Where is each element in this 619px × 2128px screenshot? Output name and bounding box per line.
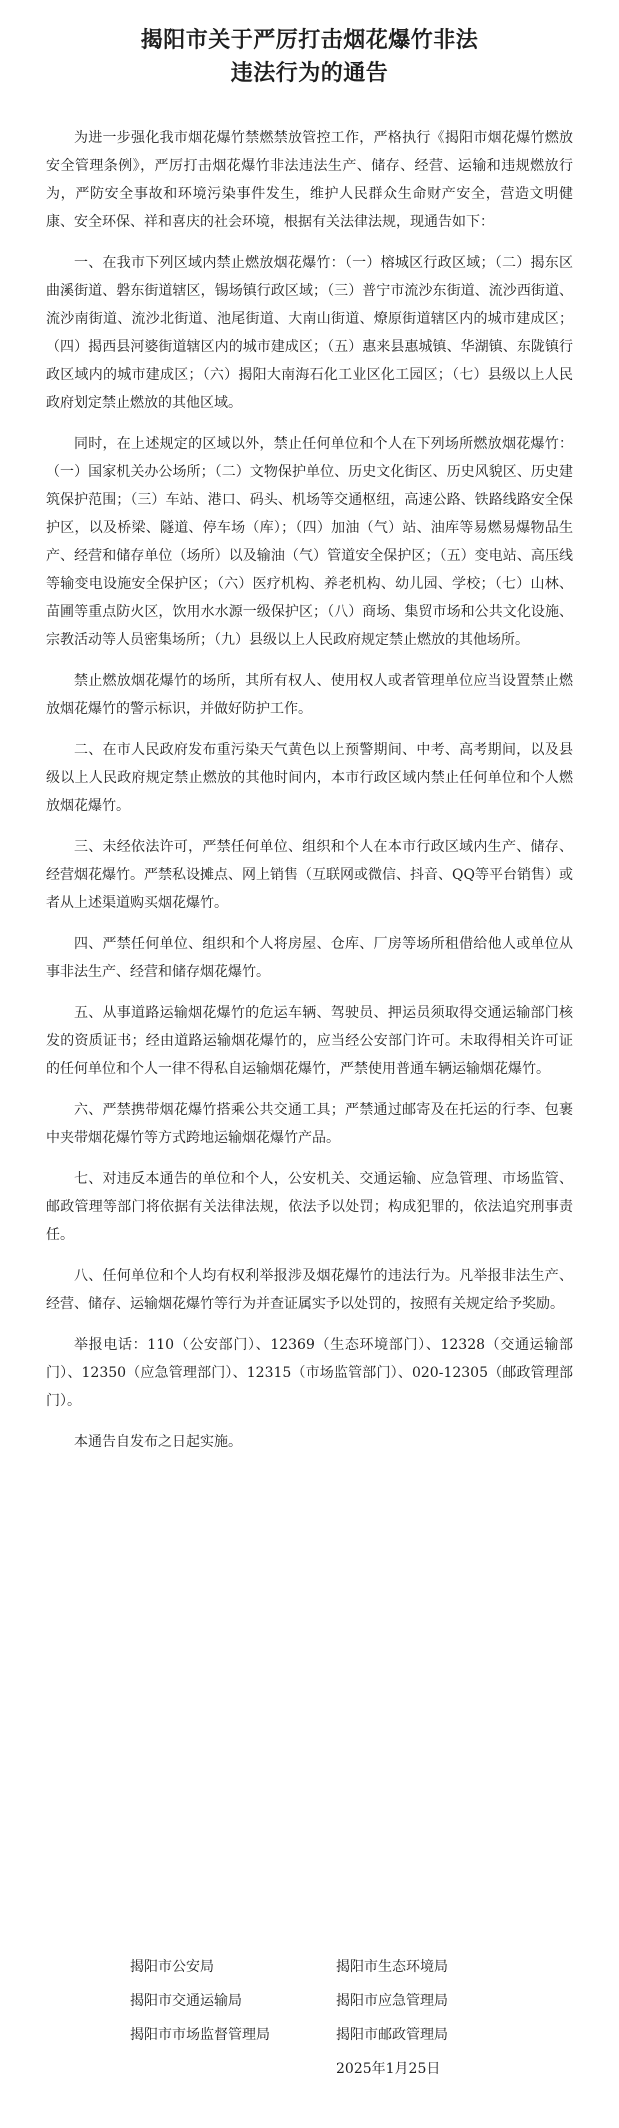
paragraph-intro: 为进一步强化我市烟花爆竹禁燃禁放管控工作，严格执行《揭阳市烟花爆竹燃放安全管理条例》，严厉打击烟花爆竹非法违法生产、储存、经营、运输和违规燃放行为，严防安全事故和环境污染事件发生，维护人民群众生命财产安全，营造文明健康、安全环保、祥和喜庆的社会环境，根据有关法律法规，现通告如下： (46, 130, 573, 230)
signatory-row (0, 1984, 619, 2018)
notice-body (46, 124, 573, 1456)
signatory-left: 揭阳市交通运输局 (130, 1993, 242, 2009)
paragraph-3: 三、未经依法许可，严禁任何单位、组织和个人在本市行政区域内生产、储存、经营烟花爆竹。严禁私设摊点、网上销售（互联网或微信、抖音、QQ等平台销售）或者从上述渠道购买烟花爆竹。 (46, 839, 573, 911)
paragraph-1: 一、在我市下列区域内禁止燃放烟花爆竹：（一）榕城区行政区域；（二）揭东区曲溪街道、磐东街道辖区，锡场镇行政区域；（三）普宁市流沙东街道、流沙西街道、流沙南街道、流沙北街道、池尾街道、大南山街道、燎原街道辖区内的城市建成区；（四）揭西县河婆街道辖区内的城市建成区；（五）惠来县惠城镇、华湖镇、东陇镇行政区域内的城市建成区；（六）揭阳大南海石化工业区化工园区；（七）县级以上人民政府划定禁止燃放的其他区域。 (46, 255, 573, 411)
signatories (0, 1950, 619, 2086)
paragraph-1-signage: 禁止燃放烟花爆竹的场所，其所有权人、使用权人或者管理单位应当设置禁止燃放烟花爆竹的警示标识，并做好防护工作。 (46, 673, 573, 717)
document-title (46, 24, 573, 90)
title-line-1: 揭阳市关于严厉打击烟花爆竹非法 (140, 28, 479, 53)
issue-date: 2025年1月25日 (336, 2061, 441, 2077)
paragraph-8: 八、任何单位和个人均有权利举报涉及烟花爆竹的违法行为。凡举报非法生产、经营、储存、运输烟花爆竹等行为并查证属实予以处罚的，按照有关规定给予奖励。 (46, 1268, 573, 1312)
signatory-row (0, 2018, 619, 2052)
paragraph-hotlines: 举报电话：110（公安部门）、12369（生态环境部门）、12328（交通运输部门）、12350（应急管理部门）、12315（市场监管部门）、020-12305（邮政管理部门）。 (46, 1337, 573, 1409)
paragraph-5: 五、从事道路运输烟花爆竹的危运车辆、驾驶员、押运员须取得交通运输部门核发的资质证书；经由道路运输烟花爆竹的，应当经公安部门许可。未取得相关许可证的任何单位和个人一律不得私自运输烟花爆竹，严禁使用普通车辆运输烟花爆竹。 (46, 1005, 573, 1077)
paragraph-4: 四、严禁任何单位、组织和个人将房屋、仓库、厂房等场所租借给他人或单位从事非法生产、经营和储存烟花爆竹。 (46, 936, 573, 980)
paragraph-6: 六、严禁携带烟花爆竹搭乘公共交通工具；严禁通过邮寄及在托运的行李、包裹中夹带烟花爆竹等方式跨地运输烟花爆竹产品。 (46, 1102, 573, 1146)
signatory-left: 揭阳市公安局 (130, 1959, 214, 1975)
signatory-right: 揭阳市应急管理局 (336, 1993, 448, 2009)
paragraph-1-supplement: 同时，在上述规定的区域以外，禁止任何单位和个人在下列场所燃放烟花爆竹：（一）国家机关办公场所；（二）文物保护单位、历史文化街区、历史风貌区、历史建筑保护范围；（三）车站、港口、码头、机场等交通枢纽，高速公路、铁路线路安全保护区，以及桥梁、隧道、停车场（库）；（四）加油（气）站、油库等易燃易爆物品生产、经营和储存单位（场所）以及输油（气）管道安全保护区；（五）变电站、高压线等输变电设施安全保护区；（六）医疗机构、养老机构、幼儿园、学校；（七）山林、苗圃等重点防火区，饮用水水源一级保护区；（八）商场、集贸市场和公共文化设施、宗教活动等人员密集场所；（九）县级以上人民政府规定禁止燃放的其他场所。 (46, 436, 573, 648)
signatory-left: 揭阳市市场监督管理局 (130, 2027, 270, 2043)
paragraph-effective: 本通告自发布之日起实施。 (74, 1434, 242, 1450)
date-row (0, 2052, 619, 2086)
signatory-right: 揭阳市邮政管理局 (336, 2027, 448, 2043)
title-line-2: 违法行为的通告 (230, 61, 389, 86)
paragraph-2: 二、在市人民政府发布重污染天气黄色以上预警期间、中考、高考期间，以及县级以上人民政府规定禁止燃放的其他时间内，本市行政区域内禁止任何单位和个人燃放烟花爆竹。 (46, 742, 573, 814)
signatory-right: 揭阳市生态环境局 (336, 1959, 448, 1975)
signatory-row (0, 1950, 619, 1984)
paragraph-7: 七、对违反本通告的单位和个人，公安机关、交通运输、应急管理、市场监管、邮政管理等部门将依据有关法律法规，依法予以处罚；构成犯罪的，依法追究刑事责任。 (46, 1171, 573, 1243)
